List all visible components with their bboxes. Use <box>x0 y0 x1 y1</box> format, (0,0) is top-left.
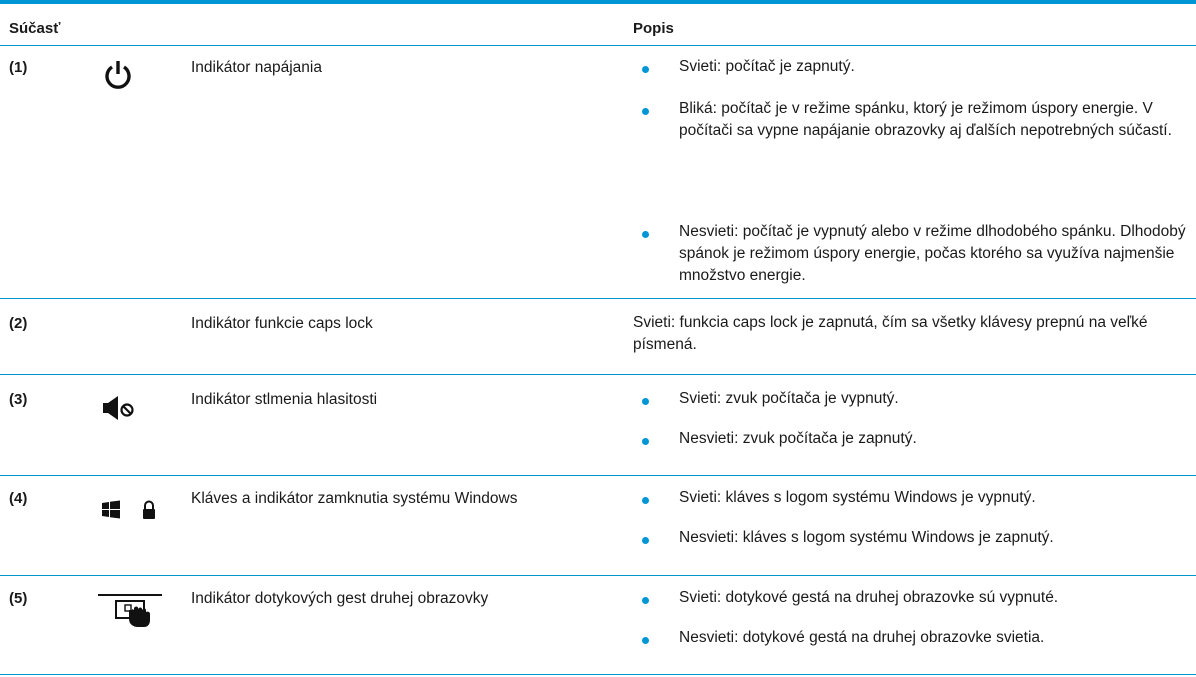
row-number: (2) <box>9 315 28 332</box>
description-item: Nesvieti: počítač je vypnutý alebo v režime dlhodobého spánku. Dlhodobý spánok je režimom úspory energie, počas ktorého sa využíva najmenšie množstvo energie. <box>679 223 1186 284</box>
table-header <box>0 4 1196 46</box>
component-name: Indikátor dotykových gest druhej obrazovky <box>191 590 489 607</box>
description-item: Svieti: kláves s logom systému Windows je vypnutý. <box>679 489 1036 506</box>
table-row <box>0 46 1196 299</box>
bullet <box>642 597 649 604</box>
bullet <box>642 231 649 238</box>
table-row <box>0 299 1196 375</box>
mute-icon <box>102 395 134 426</box>
component-name: Indikátor funkcie caps lock <box>191 315 373 332</box>
header-component: Súčasť <box>9 20 61 37</box>
bullet <box>642 537 649 544</box>
touch-screen-gesture-icon <box>98 592 162 633</box>
description-item: Nesvieti: kláves s logom systému Windows je zapnutý. <box>679 529 1054 546</box>
component-name: Indikátor stlmenia hlasitosti <box>191 391 378 408</box>
table-row <box>0 375 1196 476</box>
description-item: Svieti: zvuk počítača je vypnutý. <box>679 390 899 407</box>
bullet <box>642 438 649 445</box>
description-text: Svieti: funkcia caps lock je zapnutá, čím sa všetky klávesy prepnú na veľké písmená. <box>633 314 1148 353</box>
table-row <box>0 476 1196 576</box>
power-icon <box>103 59 133 96</box>
description-item: Nesvieti: zvuk počítača je zapnutý. <box>679 430 917 447</box>
windows-lock-icon <box>101 500 161 525</box>
bullet <box>642 497 649 504</box>
component-name: Kláves a indikátor zamknutia systému Windows <box>191 490 518 507</box>
row-number: (3) <box>9 391 28 408</box>
bullet <box>642 108 649 115</box>
component-name: Indikátor napájania <box>191 59 322 76</box>
description-item: Svieti: dotykové gestá na druhej obrazovke sú vypnuté. <box>679 589 1059 606</box>
header-description: Popis <box>633 20 674 37</box>
description-item: Bliká: počítač je v režime spánku, ktorý je režimom úspory energie. V počítači sa vypne napájanie obrazovky aj ďalších nepotrebných súčastí. <box>679 100 1172 139</box>
bullet <box>642 398 649 405</box>
row-number: (5) <box>9 590 28 607</box>
bullet <box>642 637 649 644</box>
row-number: (4) <box>9 490 28 507</box>
row-number: (1) <box>9 59 28 76</box>
bullet <box>642 66 649 73</box>
description-item: Nesvieti: dotykové gestá na druhej obrazovke svietia. <box>679 629 1045 646</box>
description-item: Svieti: počítač je zapnutý. <box>679 58 855 75</box>
table-row <box>0 576 1196 675</box>
